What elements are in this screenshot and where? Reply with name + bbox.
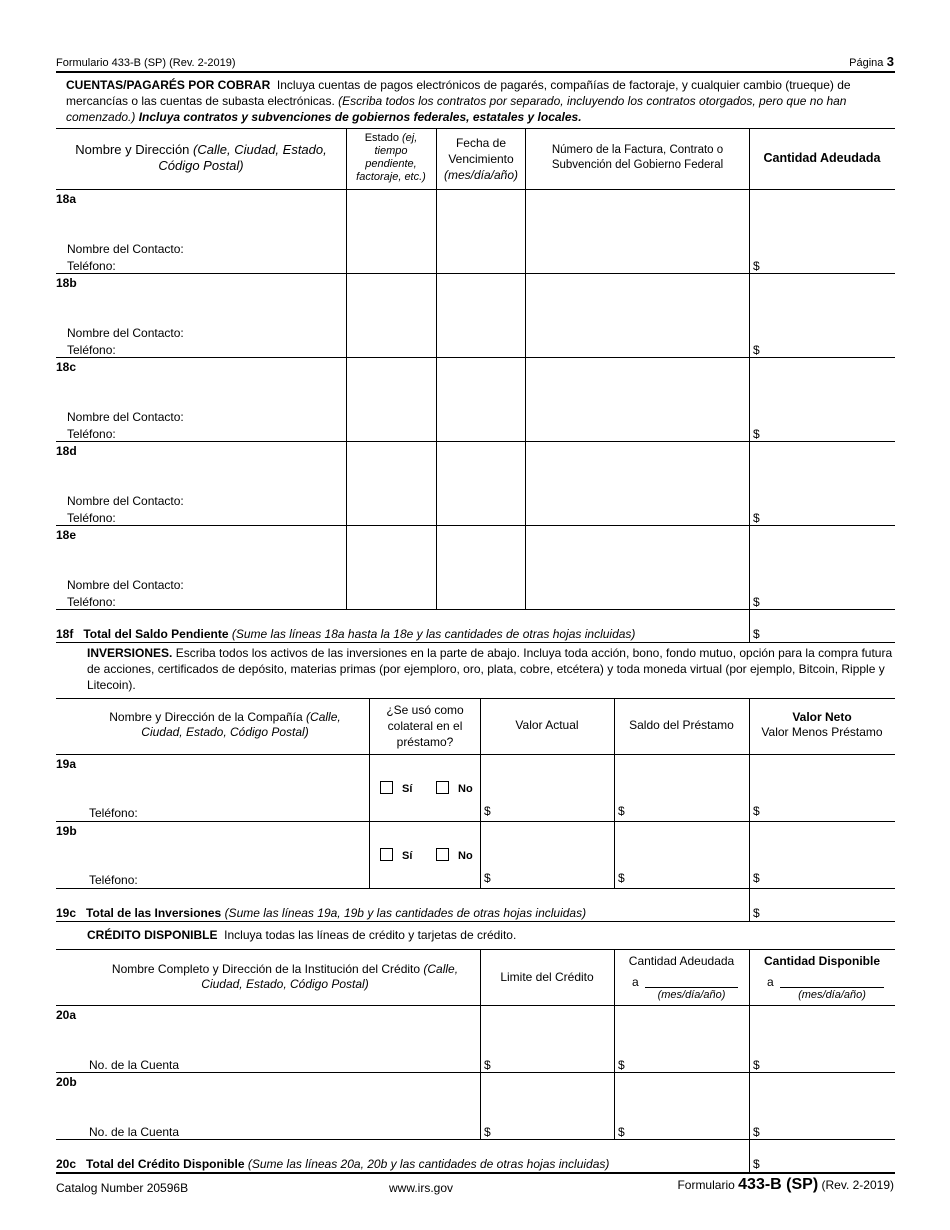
collateral-yes-checkbox[interactable]: [380, 781, 393, 794]
currency-sign: $: [753, 511, 760, 525]
account-number-label: No. de la Cuenta: [89, 1125, 180, 1139]
form-revision-header: Formulario 433-B (SP) (Rev. 2-2019): [56, 57, 236, 69]
line-label-19a: 19a: [56, 757, 77, 771]
col-header-amount-owed: Cantidad Adeudada: [763, 151, 881, 165]
contact-name-label: Nombre del Contacto:: [67, 410, 184, 424]
currency-sign: $: [484, 871, 491, 885]
col-header-credit-limit: Limite del Crédito: [500, 970, 594, 984]
date-format-hint: (mes/día/año): [798, 989, 866, 1001]
phone-label: Teléfono:: [89, 806, 138, 820]
col-header-current-value: Valor Actual: [515, 718, 579, 732]
as-of-label: a: [632, 975, 639, 989]
currency-sign: $: [753, 343, 760, 357]
phone-label: Teléfono:: [89, 873, 138, 887]
currency-sign: $: [753, 427, 760, 441]
owed-date-line[interactable]: [645, 987, 738, 988]
currency-sign: $: [753, 906, 760, 920]
footer-rule: [56, 1172, 895, 1174]
currency-sign: $: [753, 259, 760, 273]
currency-sign: $: [753, 871, 760, 885]
col-header-credit-institution: Nombre Completo y Dirección de la Institución del Crédito (Calle, Ciudad, Estado, Código Postal): [111, 962, 459, 991]
total-credit-label: 20c Total del Crédito Disponible (Sume las líneas 20a, 20b y las cantidades de otras hojas incluidas): [56, 1157, 610, 1171]
col-header-net-value: Valor Neto Valor Menos Préstamo: [761, 710, 883, 739]
phone-label: Teléfono:: [67, 427, 116, 441]
col-header-company: Nombre y Dirección de la Compañía (Calle, Ciudad, Estado, Código Postal): [109, 710, 341, 739]
checkbox-label-yes: Sí: [402, 783, 413, 795]
col-header-status: Estado (ej, tiempo pendiente, factoraje, etc.): [356, 132, 426, 183]
col-header-collateral: ¿Se usó como colateral en el préstamo?: [386, 703, 464, 749]
currency-sign: $: [484, 804, 491, 818]
currency-sign: $: [753, 627, 760, 641]
catalog-number: Catalog Number 20596B: [56, 1181, 189, 1195]
line-label-19b: 19b: [56, 824, 77, 838]
col-header-due-date: Fecha de Vencimiento (mes/día/año): [443, 136, 519, 182]
currency-sign: $: [618, 804, 625, 818]
date-format-hint: (mes/día/año): [657, 989, 726, 1001]
collateral-no-checkbox[interactable]: [436, 848, 449, 861]
line-label-18d: 18d: [56, 444, 77, 458]
line-label-18e: 18e: [56, 528, 77, 542]
total-investments-label: 19c Total de las Inversiones (Sume las líneas 19a, 19b y las cantidades de otras hojas incluidas): [56, 906, 587, 920]
total-receivables-label: 18f Total del Saldo Pendiente (Sume las líneas 18a hasta la 18e y las cantidades de otras hojas incluidas): [56, 627, 636, 641]
col-header-amount-owed: Cantidad Adeudada: [628, 954, 735, 968]
form-number-footer: Formulario 433-B (SP) (Rev. 2-2019): [677, 1176, 894, 1193]
currency-sign: $: [753, 804, 760, 818]
contact-name-label: Nombre del Contacto:: [67, 326, 184, 340]
credit-intro: CRÉDITO DISPONIBLE Incluya todas las líneas de crédito y tarjetas de crédito.: [87, 928, 517, 942]
currency-sign: $: [618, 1125, 625, 1139]
phone-label: Teléfono:: [67, 343, 116, 357]
currency-sign: $: [484, 1058, 491, 1072]
currency-sign: $: [753, 1157, 760, 1171]
line-label-20a: 20a: [56, 1008, 77, 1022]
line-label-18a: 18a: [56, 192, 77, 206]
contact-name-label: Nombre del Contacto:: [67, 578, 184, 592]
checkbox-label-no: No: [458, 783, 473, 795]
col-header-amount-available: Cantidad Disponible: [763, 954, 880, 968]
header-rule: [56, 71, 895, 73]
account-number-label: No. de la Cuenta: [89, 1058, 180, 1072]
phone-label: Teléfono:: [67, 259, 116, 273]
col-header-invoice-number: Número de la Factura, Contrato o Subvención del Gobierno Federal: [551, 144, 724, 171]
line-label-20b: 20b: [56, 1075, 77, 1089]
line-label-18c: 18c: [56, 360, 77, 374]
checkbox-label-yes: Sí: [402, 850, 413, 862]
irs-website: www.irs.gov: [389, 1181, 454, 1195]
phone-label: Teléfono:: [67, 511, 116, 525]
currency-sign: $: [753, 1125, 760, 1139]
currency-sign: $: [484, 1125, 491, 1139]
collateral-yes-checkbox[interactable]: [380, 848, 393, 861]
receivables-intro: CUENTAS/PAGARÉS POR COBRAR Incluya cuentas de pagos electrónicos de pagarés, compañías de factoraje, y cualquier cambio (trueque) de mercancías o las cuentas de subasta electrónicas. (Escriba todos los contratos por separado, incluyendo los contratos otorgados, pero que no han comenzado.) Incluya contratos y subvenciones de gobiernos federales, estatales y locales.: [66, 78, 851, 124]
phone-label: Teléfono:: [67, 595, 116, 609]
col-header-name-address: Nombre y Dirección (Calle, Ciudad, Estado, Código Postal): [75, 142, 327, 173]
line-label-18b: 18b: [56, 276, 77, 290]
currency-sign: $: [753, 1058, 760, 1072]
collateral-no-checkbox[interactable]: [436, 781, 449, 794]
contact-name-label: Nombre del Contacto:: [67, 242, 184, 256]
as-of-label: a: [767, 975, 774, 989]
currency-sign: $: [618, 871, 625, 885]
investments-intro: INVERSIONES. Escriba todos los activos de las inversiones en la parte de abajo. Incluya toda acción, bono, fondo mutuo, opción para la compra futura de acciones, certificados de depósito, materias primas (por ejemploro, oro, plata, cobre, etcétera) y toda moneda virtual (por ejemplo, Bitcoin, Ripple y Litecoin).: [87, 646, 893, 692]
currency-sign: $: [618, 1058, 625, 1072]
currency-sign: $: [753, 595, 760, 609]
available-date-line[interactable]: [780, 987, 884, 988]
checkbox-label-no: No: [458, 850, 473, 862]
page-indicator: Página 3: [849, 54, 894, 69]
col-header-loan-balance: Saldo del Préstamo: [629, 718, 734, 732]
contact-name-label: Nombre del Contacto:: [67, 494, 184, 508]
